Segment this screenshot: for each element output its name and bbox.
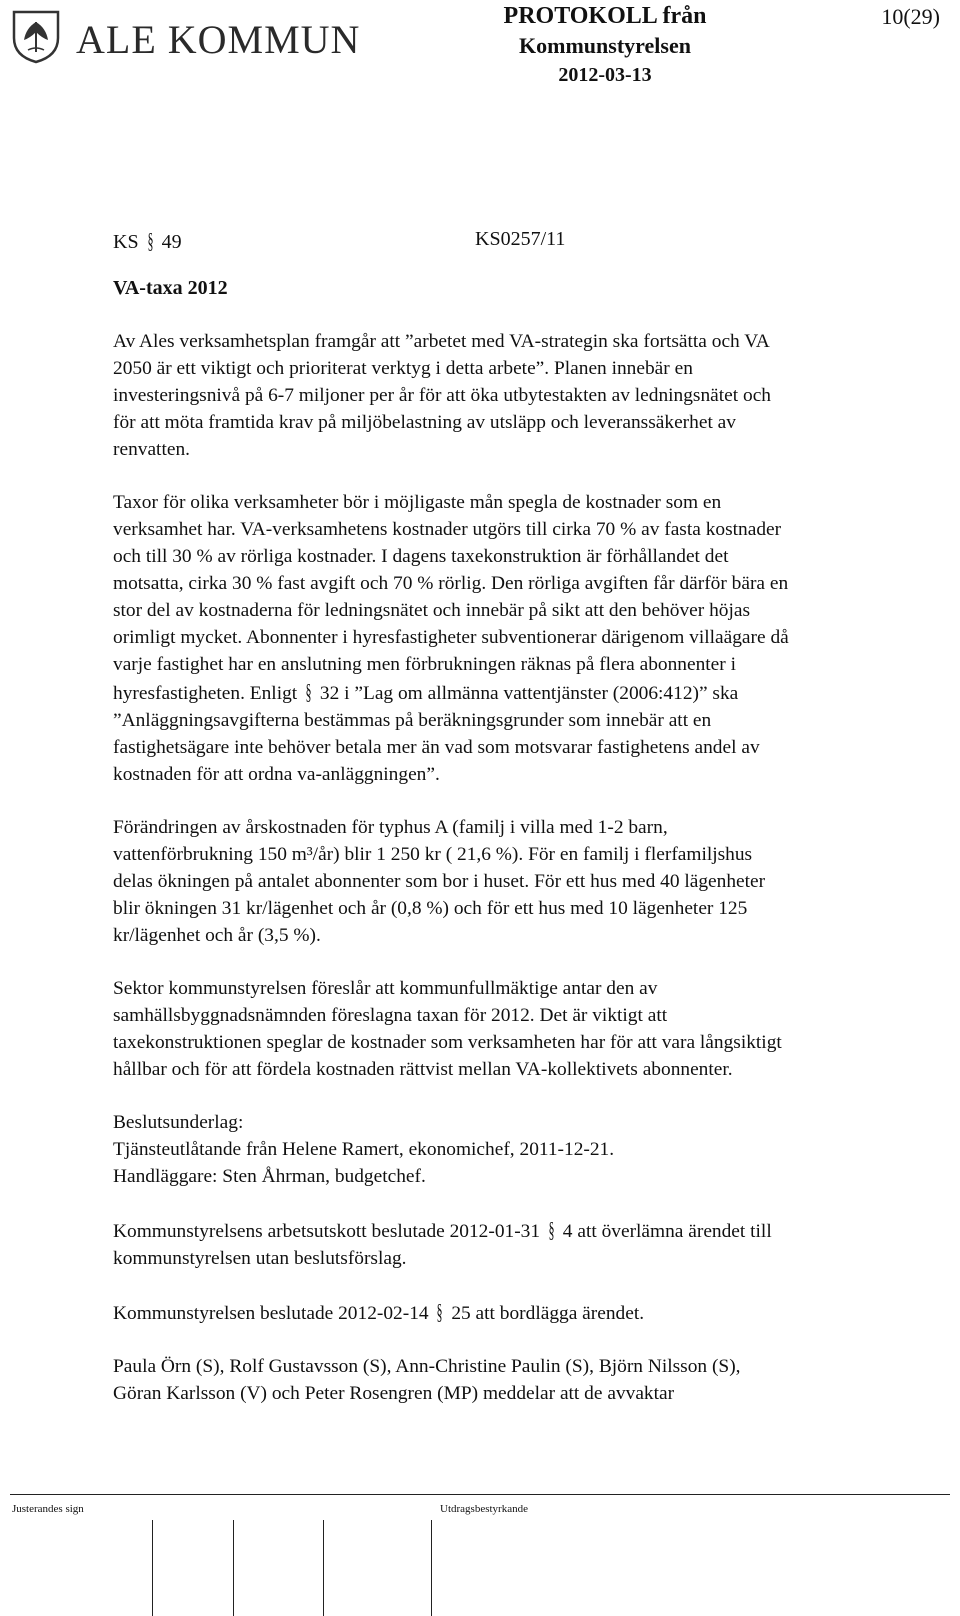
signature-box-divider [431,1520,432,1616]
document-title: PROTOKOLL från [503,3,707,29]
paragraph-tariff-structure: Taxor för olika verksamheter bör i möjligaste mån spegla de kostnader som en verksamhet har. VA-verksamhetens kostnader utgörs till cirka 70 % av fasta kostnader och till 30 % av rörliga kostnader. I dagens taxekonstruktion är förhållandet det motsatta, cirka 30 % fast avgift och 70 % rörlig. Den rörliga avgiften får därför bära en stor del av kostnaderna för ledningsnätet och innebär på sikt att den behöver höjas orimligt mycket. Abonnenter i hyresfastigheter subventionerar därigenom villaägare då varje fastighet har en anslutning men förbrukningen räknas på flera abonnenter i hyresfastigheten. Enligt § 32 i ”Lag om allmänna vattentjänster (2006:412)” ska ”Anläggningsavgifterna bestämmas på beräkningsgrunder som innebär att en fastighetsägare inte behöver betala mer än vad som motsvarar fastighetens andel av kostnaden för att ordna va-anläggningen”. [113,489,928,788]
body-name: Kommunstyrelsen [519,33,691,58]
paragraph-working-committee: Kommunstyrelsens arbetsutskott beslutade 2012-01-31 § 4 att överlämna ärendet till kommunstyrelsen utan beslutsförslag. [113,1217,772,1269]
sign-label: Justerandes sign [12,1503,84,1515]
signature-footer [0,1494,960,1616]
page-number: 10(29) [881,4,940,29]
paragraph-background: Av Ales verksamhetsplan framgår att ”arbetet med VA-strategin ska fortsätta och VA 2050 är ett viktigt och prioriterat verktyg i detta arbete”. Planen innebär en investeringsnivå på 6-7 miljoner per år för att öka utbytestakten av ledningsnätet och för att möta framtida krav på miljöbelastning av utsläpp och leveranssäkerhet av renvatten. [113,331,772,460]
extract-label: Utdragsbestyrkande [440,1503,528,1515]
paragraph-abstentions: Paula Örn (S), Rolf Gustavsson (S), Ann-Christine Paulin (S), Björn Nilsson (S), Göran Karlsson (V) och Peter Rosengren (MP) meddelar att de avvaktar [113,1356,741,1404]
ale-kommun-logo [10,8,390,64]
paragraph-proposal: Sektor kommunstyrelsen föreslår att kommunfullmäktige antar den av samhällsbyggnadsnämnden föreslagna taxan för 2012. Det är viktigt att taxekonstruktionen speglar de kostnader som verksamheten har för att vara långsiktigt hållbar och för att fördela kostnaden rättvist mellan VA-kollektivets abonnenter. [113,978,782,1080]
case-id: KS0257/11 [475,228,566,250]
document-header [480,0,730,89]
section-number: KS § 49 [113,228,182,253]
law-reference-line: hyresfastigheten. Enligt § 32 i ”Lag om allmänna vattentjänster (2006:412)” ska [113,679,739,704]
paragraph-decision-basis: Beslutsunderlag: Tjänsteutlåtande från Helene Ramert, ekonomichef, 2011-12-21. Handläggare: Sten Åhrman, budgetchef. [113,1112,615,1187]
signature-box-divider [152,1520,153,1616]
paragraph-postponed: Kommunstyrelsen beslutade 2012-02-14 § 25 att bordlägga ärendet. [113,1299,645,1324]
protocol-body [113,328,928,1407]
org-name: ALE KOMMUN [76,17,361,62]
case-title: VA-taxa 2012 [113,277,228,299]
meeting-date: 2012-03-13 [558,64,652,86]
section-symbol: § [147,228,154,253]
signature-box-divider [323,1520,324,1616]
footer-divider [10,1494,950,1495]
tree-emblem-icon [10,8,62,64]
signature-box-divider [233,1520,234,1616]
paragraph-cost-change: Förändringen av årskostnaden för typhus A (familj i villa med 1-2 barn, vattenförbrukning 150 m³/år) blir 1 250 kr ( 21,6 %). För en familj i flerfamiljshus delas ökningen på antalet abonnenter som bor i huset. För ett hus med 40 lägenheter blir ökningen 31 kr/lägenhet och år (0,8 %) och för ett hus med 10 lägenheter 125 kr/lägenhet och år (3,5 %). [113,817,766,946]
